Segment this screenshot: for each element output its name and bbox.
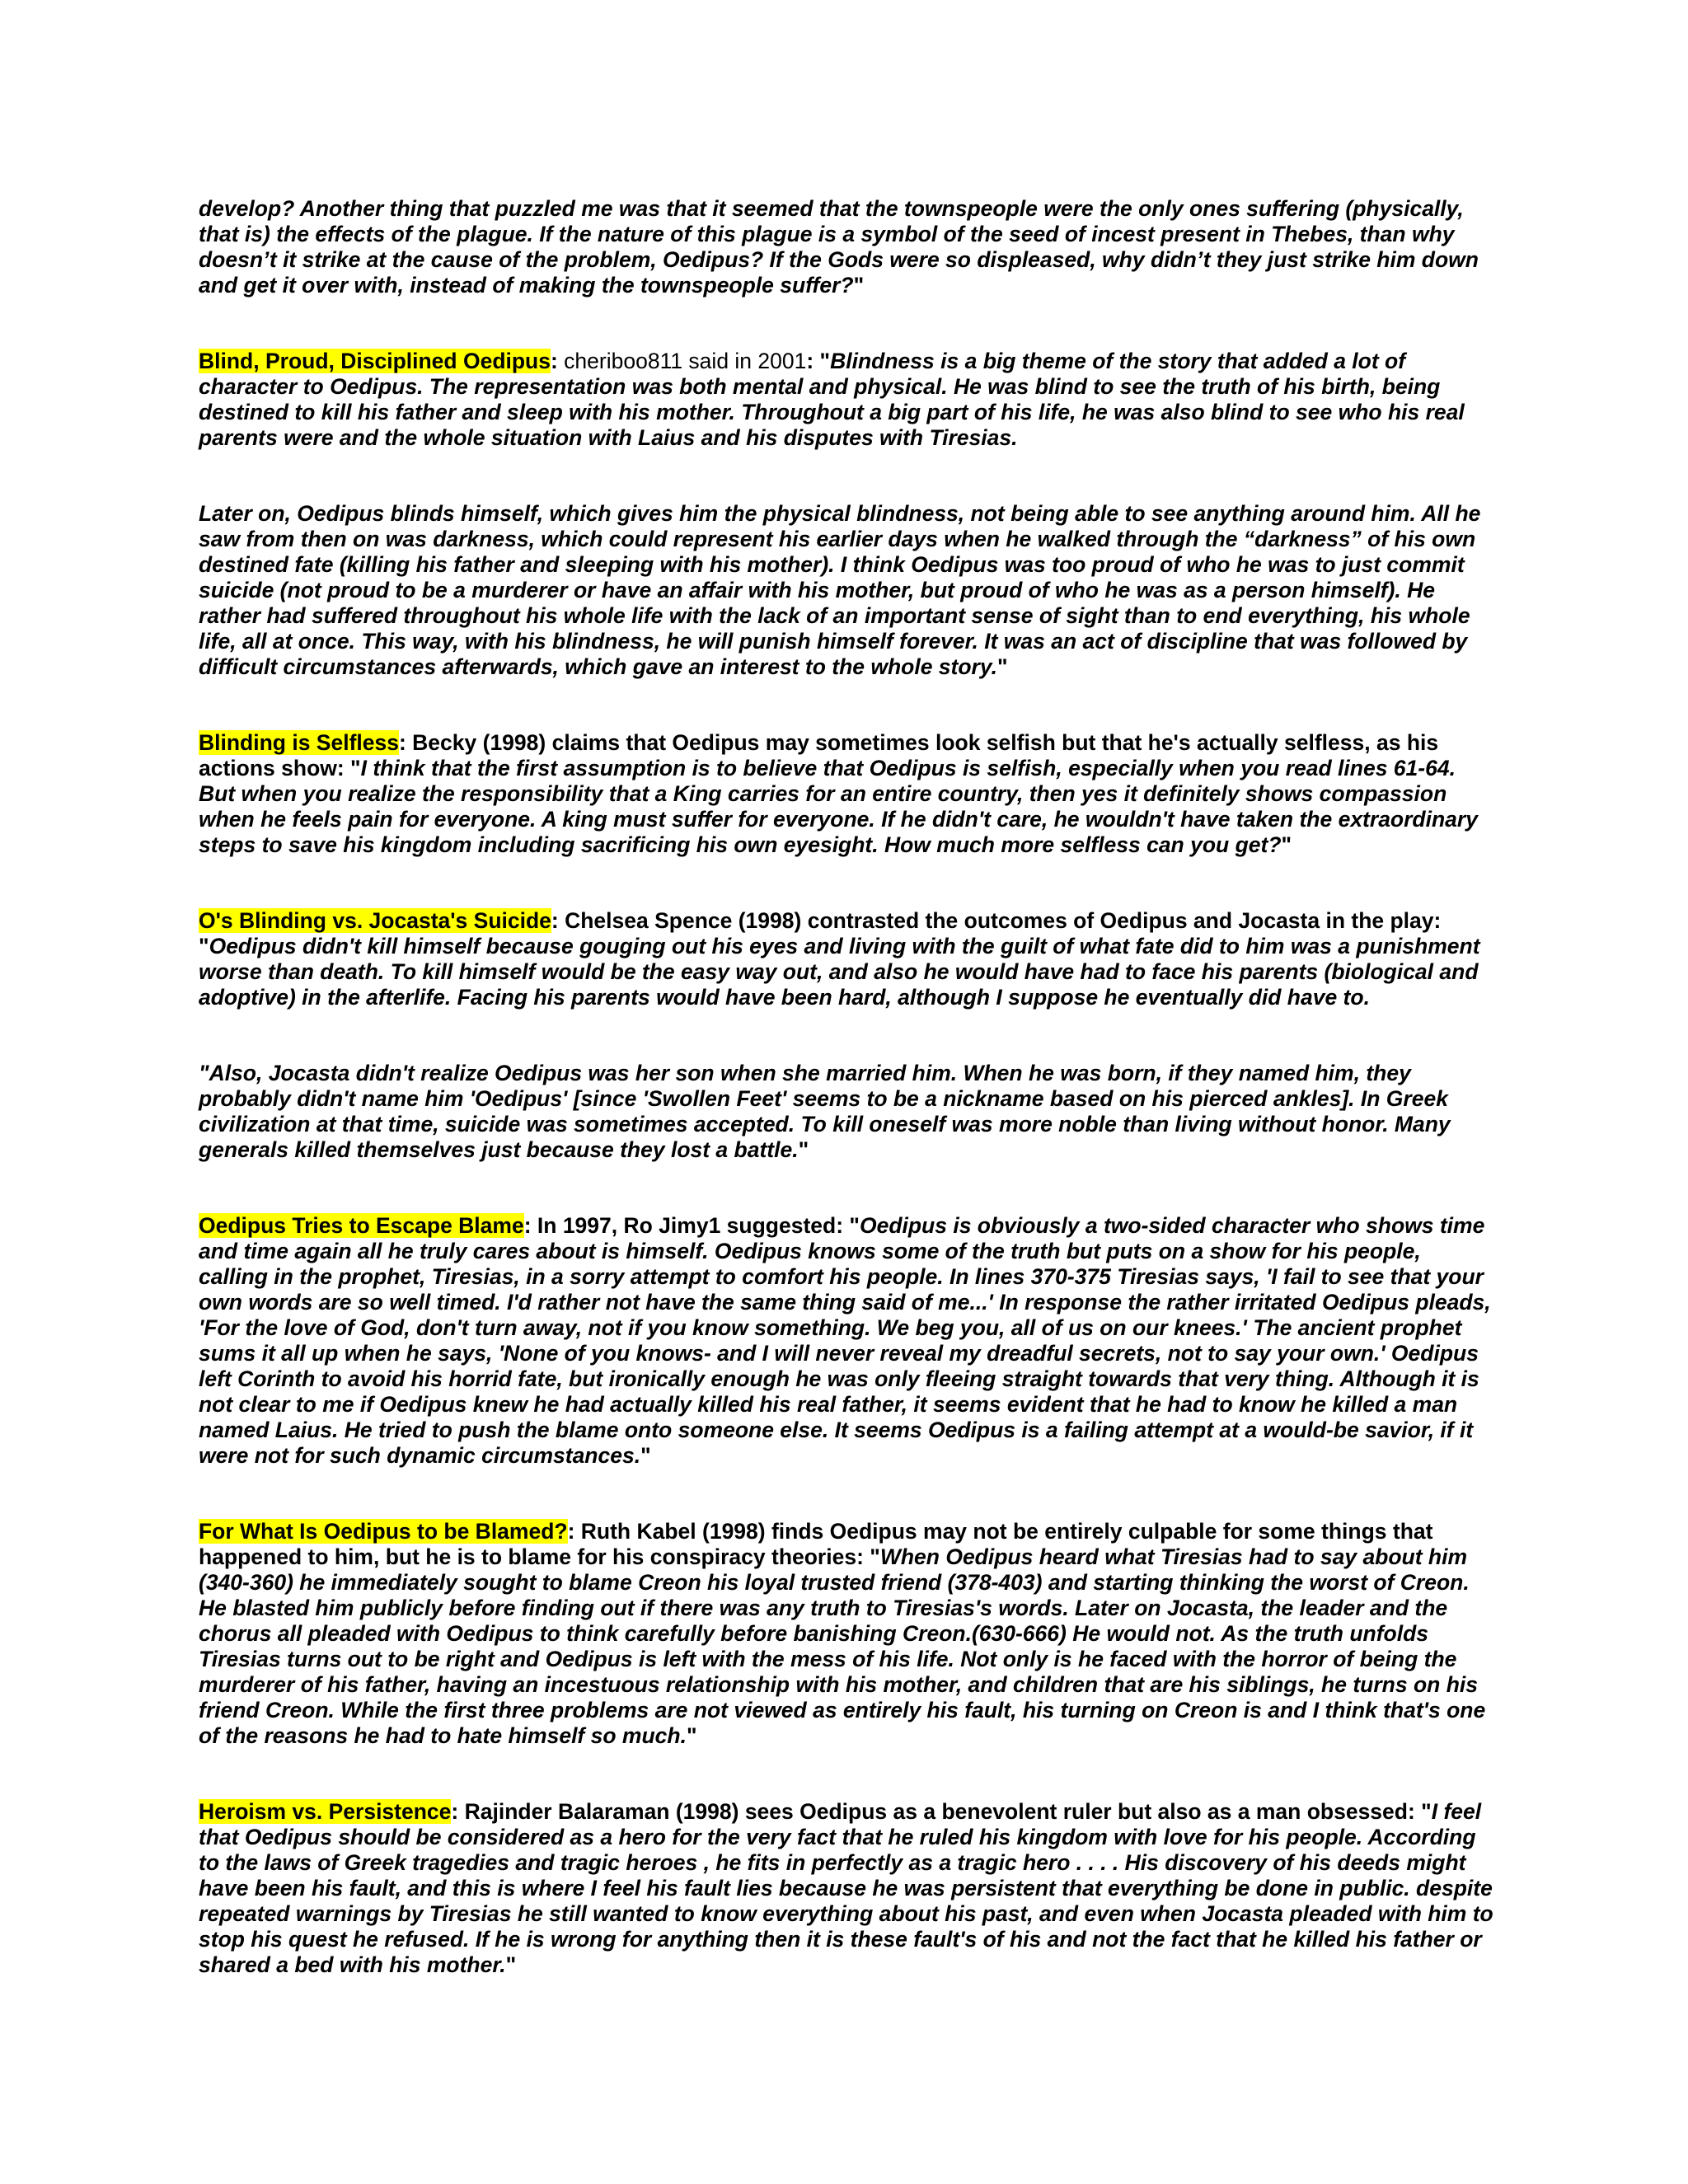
intro-text: : In 1997, Ro Jimy1 suggested: " <box>523 1213 860 1238</box>
quote-text: I think that the first assumption is to believe that Oedipus is selfish, especially when you read lines 61-64. But when you realize the responsibility that a King carries for an entire country, then yes it definitely shows compassion when he feels pain for everyone. A king must suffer for everyone. If he didn't care, he wouldn't have taken the extraordinary steps to save his kingdom including sacrificing his own eyesight. How much more selfless can you get? <box>199 756 1478 857</box>
author-attribution: cheriboo811 said in 2001 <box>557 349 807 373</box>
intro-text: : " <box>806 349 831 373</box>
quote-text: Later on, Oedipus blinds himself, which gives him the physical blindness, not being able to see anything around him. All he saw from then on was darkness, which could represent his earlier days when he walked through the “darkness” of his own destined fate (killing his father and sleeping with his mother). I think Oedipus was too proud of who he was to just commit suicide (not proud to be a murderer or have an affair with his mother, but proud of who he was as a person himself). He rather had suffered throughout his whole life with the lack of an important sense of sight than to end everything, his whole life, all at once. This way, with his blindness, he will punish himself forever. It was an act of discipline that was followed by difficult circumstances afterwards, which gave an interest to the whole story. <box>199 501 1481 679</box>
paragraph-escape-blame <box>199 1213 1494 1469</box>
quote-close: " <box>1281 832 1292 857</box>
intro-text: : Ruth Kabel (1998) finds Oedipus may not be entirely culpable for some things that happened to him, but he is to blame for his conspiracy theories: " <box>199 1519 1433 1569</box>
quote-close: " <box>640 1443 651 1468</box>
paragraph-jocasta <box>199 1061 1494 1163</box>
paragraph-physical-blindness <box>199 501 1494 680</box>
paragraph-blinding-selfless <box>199 730 1494 858</box>
paragraph-to-be-blamed <box>199 1519 1494 1749</box>
intro-text: : Chelsea Spence (1998) contrasted the outcomes of Oedipus and Jocasta in the play: " <box>199 908 1442 958</box>
intro-text: : Rajinder Balaraman (1998) sees Oedipus as a benevolent ruler but also as a man obsessed: " <box>451 1799 1432 1824</box>
paragraph-blind-proud <box>199 349 1494 451</box>
quote-close: " <box>798 1137 809 1162</box>
quote-text: "Also, Jocasta didn't realize Oedipus was her son when she married him. When he was born, if they named him, they probably didn't name him 'Oedipus' [since 'Swollen Feet' seems to be a nickname based on his pierced ankles]. In Greek civilization at that time, suicide was sometimes accepted. To kill oneself was more noble than living without honor. Many generals killed themselves just because they lost a battle. <box>199 1061 1451 1162</box>
document-page <box>199 196 1494 1978</box>
quote-text: When Oedipus heard what Tiresias had to say about him (340-360) he immediately sought to blame Creon his loyal trusted friend (378-403) and starting thinking the worst of Creon. He blasted him publicly before finding out if there was any truth to Tiresias's words. Later on Jocasta, the leader and the chorus all pleaded with Oedipus to think carefully before banishing Creon.(630-666) He would not. As the truth unfolds Tiresias turns out to be right and Oedipus is left with the mess of his life. Not only is he faced with the horror of being the murderer of his father, having an incestuous relationship with his mother, and children that are his siblings, he turns on his friend Creon. While the first three problems are not viewed as entirely his fault, his turning on Creon is and I think that's one of the reasons he had to hate himself so much. <box>199 1544 1486 1748</box>
quote-close: " <box>686 1723 697 1748</box>
quote-text: develop? Another thing that puzzled me was that it seemed that the townspeople were the only ones suffering (physically, that is) the effects of the plague. If the nature of this plague is a symbol of the seed of incest present in Thebes, than why doesn’t it strike at the cause of the problem, Oedipus? If the Gods were so displeased, why didn’t they just strike him down and get it over with, instead of making the townspeople suffer? <box>199 196 1479 298</box>
intro-text: : Becky (1998) claims that Oedipus may sometimes look selfish but that he's actually selfless, as his actions show: " <box>199 730 1439 780</box>
section-heading: For What Is Oedipus to be Blamed? <box>199 1519 568 1544</box>
quote-close: " <box>505 1952 517 1977</box>
paragraph-heroism-persistence <box>199 1799 1494 1978</box>
quote-text: Blindness is a big theme of the story that added a lot of character to Oedipus. The representation was both mental and physical. He was blind to see the truth of his birth, being destined to kill his father and sleep with his mother. Throughout a big part of his life, he was also blind to see who his real parents were and the whole situation with Laius and his disputes with Tiresias. <box>199 349 1465 450</box>
quote-text: Oedipus didn't kill himself because gouging out his eyes and living with the guilt of what fate did to him was a punishment worse than death. To kill himself would be the easy way out, and also he would have had to face his parents (biological and adoptive) in the afterlife. Facing his parents would have been hard, although I suppose he eventually did have to. <box>199 934 1480 1010</box>
section-heading: Oedipus Tries to Escape Blame <box>199 1213 524 1238</box>
section-heading: Blind, Proud, Disciplined Oedipus <box>199 349 551 373</box>
quote-close: " <box>996 654 1008 679</box>
paragraph-plague <box>199 196 1494 298</box>
quote-text: I feel that Oedipus should be considered as a hero for the very fact that he ruled his kingdom with love for his people. According to the laws of Greek tragedies and tragic heroes , he fits in perfectly as a tragic hero . . . . His discovery of his deeds might have been his fault, and this is where I feel his fault lies because he was persistent that everything be done in public. despite repeated warnings by Tiresias he still wanted to know everything about his past, and even when Jocasta pleaded with him to stop his quest he refused. If he is wrong for anything then it is these fault's of his and not the fact that he killed his father or shared a bed with his mother. <box>199 1799 1493 1977</box>
quote-text: Oedipus is obviously a two-sided character who shows time and time again all he truly cares about is himself. Oedipus knows some of the truth but puts on a show for his people, calling in the prophet, Tiresias, in a sorry attempt to comfort his people. In lines 370-375 Tiresias says, 'I fail to see that your own words are so well timed. I'd rather not have the same thing said of me...' In response the rather irritated Oedipus pleads, 'For the love of God, don't turn away, not if you know something. We beg you, all of us on our knees.' The ancient prophet sums it all up when he says, 'None of you knows- and I will never reveal my dreadful secrets, not to say your own.' Oedipus left Corinth to avoid his horrid fate, but ironically enough he was only fleeing straight towards that very thing. Although it is not clear to me if Oedipus knew he had actually killed his real father, it seems evident that he had to know he killed a man named Laius. He tried to push the blame onto someone else. It seems Oedipus is a failing attempt at a would-be savior, if it were not for such dynamic circumstances. <box>199 1213 1491 1468</box>
section-heading: Heroism vs. Persistence <box>199 1799 452 1824</box>
section-heading: O's Blinding vs. Jocasta's Suicide <box>199 908 551 933</box>
quote-close: " <box>853 273 865 298</box>
section-heading: Blinding is Selfless <box>199 730 399 755</box>
paragraph-blinding-vs-suicide <box>199 908 1494 1010</box>
heading-colon: : <box>550 349 558 373</box>
